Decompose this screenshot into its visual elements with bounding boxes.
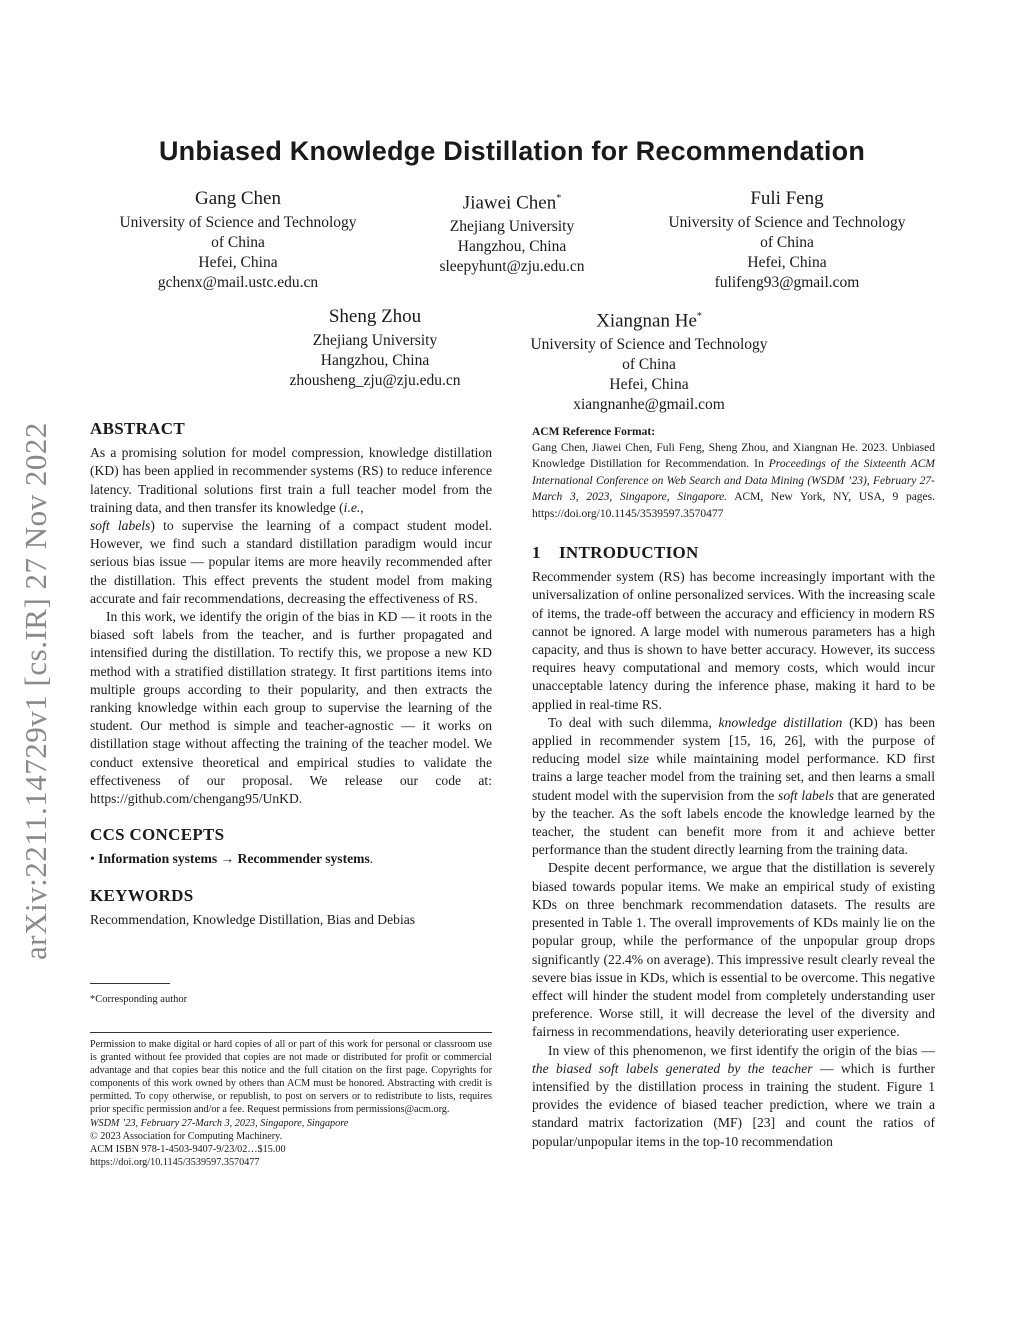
copyright-line: © 2023 Association for Computing Machinery. — [90, 1130, 283, 1142]
abstract-heading: ABSTRACT — [90, 419, 185, 438]
keywords-text: Recommendation, Knowledge Distillation, Bias and Debias — [90, 911, 416, 927]
author-affiliation: Zhejiang University — [449, 218, 575, 236]
author-location: Hangzhou, China — [457, 238, 567, 256]
author-block — [225, 305, 525, 391]
intro-paragraph: In view of this phenomenon, we first identify the origin of the bias — the biased soft labels generated by the teacher — which is further intensified by the distillation process in training the student. Figure 1 provides the evidence of biased teacher prediction, where we train a standard matrix factorization (MF) [23] and count the ratios of popular/unpopular items in the top-10 recommendation — [532, 1042, 935, 1149]
venue-line: WSDM ’23, February 27-March 3, 2023, Singapore, Singapore — [90, 1117, 349, 1129]
author-name: Gang Chen — [194, 188, 281, 209]
author-email: xiangnanhe@gmail.com — [573, 396, 725, 414]
author-name: Jiawei Chen — [462, 192, 557, 214]
author-block — [88, 187, 388, 293]
right-column — [532, 425, 935, 1151]
doi-line: https://doi.org/10.1145/3539597.3570477 — [90, 1156, 260, 1168]
author-location: Hefei, China — [747, 254, 827, 271]
permission-block — [90, 1032, 492, 1169]
intro-paragraph: Despite decent performance, we argue that the distillation is severely biased towards popular items. We make an empirical study of existing KDs on three benchmark recommendation datasets. The results are presented in Table 1. The overall improvements of KDs mainly lie on the popular group, while the performance of the unpopular group drops significantly (22.4% on average). This impressive result clearly reveal the severe bias issue in KDs, which is essential to be overcome. This negative effect will hinder the student model from completely understanding user preference. Worse still, it will decrease the level of the diversity and fairness in recommendations, heavily deteriorating user experience. — [532, 860, 935, 1040]
author-name: Sheng Zhou — [328, 306, 422, 327]
ccs-concept: • Information systems → Recommender systems. — [90, 851, 374, 867]
left-column — [90, 420, 492, 929]
footnote-area — [90, 983, 492, 1007]
intro-paragraph: Recommender system (RS) has become increasingly important with the universalization of online personalized services. With the increasing scale of items, the trade-off between the accuracy and efficiency in modern RS cannot be ignored. A large model with numerous parameters has a high capacity, and thus is shown to have better accuracy. However, its success requires heavy computational and memory costs, which would incur unacceptable latency during the inference phase, making it hard to be applied in real-time RS. — [532, 569, 935, 712]
author-email: gchenx@mail.ustc.edu.cn — [157, 274, 319, 291]
author-affiliation: University of Science and Technology — [668, 214, 906, 231]
acm-ref-text: Gang Chen, Jiawei Chen, Fuli Feng, Sheng Zhou, and Xiangnan He. 2023. Unbiased Knowledge Distillation for Recommendation. In Proceedings of the Sixteenth ACM International Conference on Web Search and Data Mining (WSDM ’23), February 27-March 3, 2023, Singapore, Singapore. ACM, New York, NY, USA, 9 pages. https://doi.org/10.1145/3539597.3570477 — [532, 442, 936, 520]
abstract-paragraph: In this work, we identify the origin of the bias in KD — it roots in the biased soft labels from the teacher, and is further propagated and intensified during the distillation. To rectify this, we propose a new KD method with a stratified distillation strategy. It first partitions items into multiple groups according to their popularity, and then extracts the ranking knowledge within each group to supervise the learning of the student. Our method is simple and teacher-agnostic — it works on distillation stage without affecting the training of the teacher model. We conduct extensive theoretical and empirical studies to validate the effectiveness of our proposal. We release our code at: https://github.com/chengang95/UnKD. — [90, 609, 492, 807]
intro-paragraph: To deal with such dilemma, knowledge distillation (KD) has been applied in recommender system [15, 16, 26], with the purpose of reducing model size while maintaining model performance. KD first trains a large teacher model from the training set, and then learns a small student model with the supervision from the soft labels that are generated by the teacher. As the soft labels encode the knowledge learned by the teacher, the student can benefit more from it and achieve better performance than the student directly learning from the training data. — [532, 714, 936, 858]
intro-heading: 1 INTRODUCTION — [532, 543, 699, 563]
isbn-line: ACM ISBN 978-1-4503-9407-9/23/02…$15.00 — [90, 1143, 286, 1155]
author-email: fulifeng93@gmail.com — [714, 274, 860, 291]
author-affiliation: University of Science and Technology — [530, 336, 768, 354]
permission-text: Permission to make digital or hard copies of all or part of this work for personal or classroom use is granted without fee provided that copies are not made or distributed for profit or commercial advantage and that copies bear this notice and the full citation on the first page. Copyrights for components of this work owned by others than ACM must be honored. Abstracting with credit is permitted. To copy otherwise, or republish, to post on servers or to redistribute to lists, requires prior specific permission and/or a fee. Request permissions from permissions@acm.org. — [90, 1039, 492, 1116]
paper-title: Unbiased Knowledge Distillation for Recommendation — [158, 136, 866, 166]
author-block — [637, 187, 937, 293]
author-email: zhousheng_zju@zju.edu.cn — [289, 372, 461, 389]
author-name: Xiangnan He — [596, 310, 697, 332]
abstract-paragraph: As a promising solution for model compression, knowledge distillation (KD) has been applied in recommender systems (RS) to reduce inference latency. Traditional solutions first train a full teacher model from the training data, and then transfer its knowledge (i.e., soft labels) to supervise the learning of a compact student model. However, we find such a standard distillation paradigm would incur serious bias issue — popular items are more heavily recommended after the distillation. This effect prevents the student model from making accurate and fair recommendations, decreasing the effectiveness of RS. — [90, 445, 492, 606]
arxiv-identifier: arXiv:2211.14729v1 [cs.IR] 27 Nov 2022 — [18, 422, 53, 960]
author-name: Fuli Feng — [750, 188, 824, 209]
author-affiliation: University of Science and Technology — [119, 214, 357, 231]
author-affiliation: Zhejiang University — [312, 332, 438, 349]
author-block — [362, 187, 662, 277]
footnote-rule — [90, 983, 170, 984]
author-affiliation: of China — [622, 356, 676, 374]
author-location: Hefei, China — [198, 254, 278, 271]
author-location: Hefei, China — [609, 376, 689, 394]
corresponding-mark: * — [556, 193, 562, 204]
footnote-text: *Corresponding author — [90, 994, 188, 1005]
corresponding-mark: * — [696, 311, 702, 322]
author-affiliation: of China — [211, 234, 265, 251]
acm-ref-heading: ACM Reference Format: — [532, 426, 656, 438]
author-location: Hangzhou, China — [320, 352, 430, 369]
keywords-heading: KEYWORDS — [90, 885, 194, 905]
ccs-heading: CCS CONCEPTS — [90, 825, 225, 845]
author-email: sleepyhunt@zju.edu.cn — [439, 258, 585, 276]
author-affiliation: of China — [760, 234, 814, 251]
author-block — [499, 305, 799, 415]
permission-rule — [90, 1032, 492, 1033]
